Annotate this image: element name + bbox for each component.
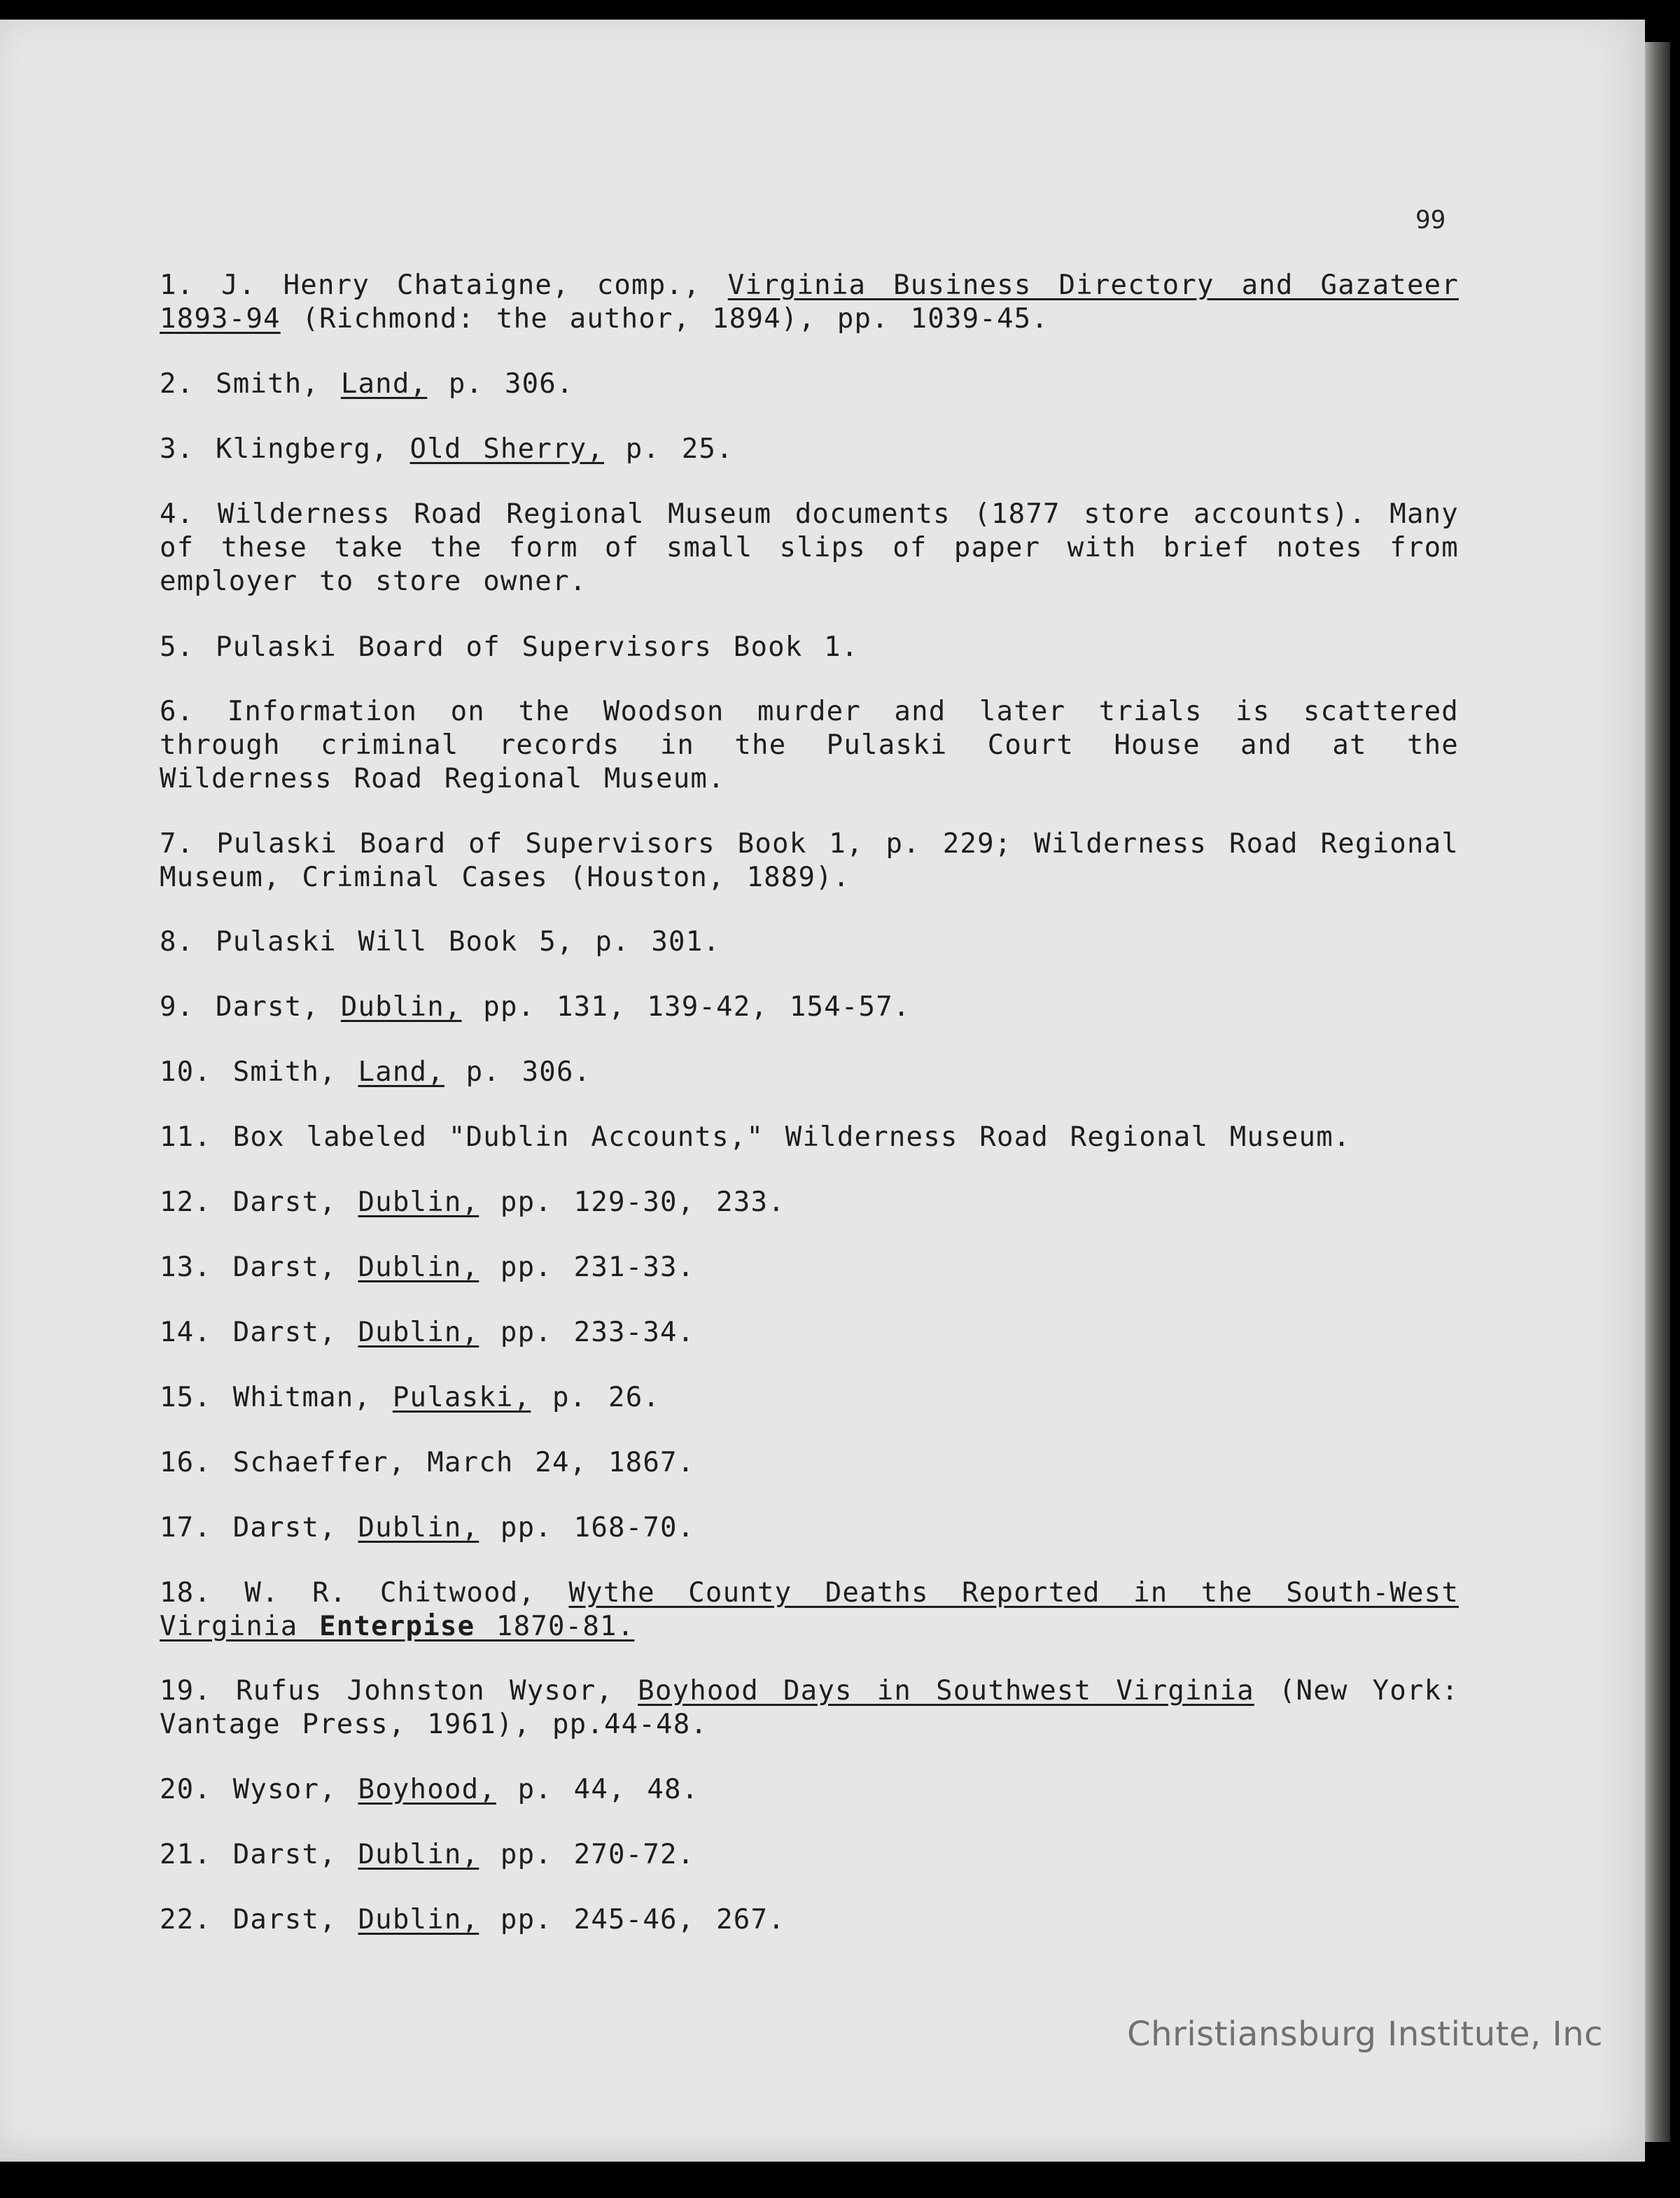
title-underlined: Dublin, (358, 1839, 479, 1870)
endnote-13: 13. Darst, Dublin, pp. 231-33. (160, 1252, 695, 1283)
title-underlined: 1870-81. (475, 1611, 635, 1642)
endnote-21: 21. Darst, Dublin, pp. 270-72. (160, 1839, 695, 1870)
title-underlined: Old Sherry, (410, 433, 605, 465)
title-underlined: Land, (340, 368, 428, 400)
endnote-9: 9. Darst, Dublin, pp. 131, 139-42, 154-57. (160, 991, 911, 1023)
endnote-11: 11. Box labeled "Dublin Accounts," Wilderness Road Regional Museum. (160, 1121, 1351, 1153)
endnote-18: 18. W. R. Chitwood, Wythe County Deaths Reported in the South-West Virginia Enterpise 1870-81. (160, 1577, 1459, 1642)
endnote-20: 20. Wysor, Boyhood, p. 44, 48. (160, 1774, 699, 1805)
endnote-16: 16. Schaeffer, March 24, 1867. (160, 1447, 695, 1478)
title-underlined: Land, (358, 1056, 444, 1088)
title-underlined: Dublin, (358, 1186, 479, 1218)
title-underlined: Dublin, (358, 1252, 479, 1283)
title-underlined: Dublin, (358, 1512, 479, 1544)
endnote-15: 15. Whitman, Pulaski, p. 26. (160, 1382, 661, 1413)
endnote-14: 14. Darst, Dublin, pp. 233-34. (160, 1317, 695, 1348)
endnote-2: 2. Smith, Land, p. 306. (160, 368, 574, 400)
title-underlined-bold: Enterpise (319, 1611, 475, 1642)
endnote-12: 12. Darst, Dublin, pp. 129-30, 233. (160, 1186, 785, 1218)
endnote-4: 4. Wilderness Road Regional Museum documents (1877 store accounts). Many of these take the form of small slips of paper with brief notes from employer to store owner. (160, 498, 1459, 597)
title-underlined: Pulaski, (392, 1382, 531, 1413)
endnote-10: 10. Smith, Land, p. 306. (160, 1056, 592, 1088)
endnote-7: 7. Pulaski Board of Supervisors Book 1, p. 229; Wilderness Road Regional Museum, Criminal Cases (Houston, 1889). (160, 828, 1459, 893)
title-underlined: Dublin, (358, 1317, 479, 1348)
page-number: 99 (1415, 206, 1446, 234)
title-underlined: Wythe County Deaths Reported in the South-West Virginia (160, 1577, 1459, 1642)
title-underlined: Virginia Business Directory and Gazateer 1893-94 (160, 270, 1459, 335)
title-underlined: Boyhood Days in Southwest Virginia (638, 1675, 1254, 1707)
page-edge (1645, 42, 1670, 2142)
endnotes-list (160, 269, 1459, 1937)
endnote-5: 5. Pulaski Board of Supervisors Book 1. (160, 631, 859, 663)
endnote-6: 6. Information on the Woodson murder and later trials is scattered through criminal records in the Pulaski Court House and at the Wilderness Road Regional Museum. (160, 696, 1459, 794)
endnote-8: 8. Pulaski Will Book 5, p. 301. (160, 926, 721, 958)
endnote-1: 1. J. Henry Chataigne, comp., Virginia Business Directory and Gazateer 1893-94 (Richmond: the author, 1894), pp. 1039-45. (160, 270, 1459, 335)
title-underlined: Boyhood, (358, 1774, 496, 1805)
endnote-17: 17. Darst, Dublin, pp. 168-70. (160, 1512, 695, 1544)
endnote-19: 19. Rufus Johnston Wysor, Boyhood Days in Southwest Virginia (New York: Vantage Press, 1961), pp.44-48. (160, 1675, 1460, 1740)
watermark: Christiansburg Institute, Inc (1127, 2015, 1603, 2054)
title-underlined: Dublin, (340, 991, 462, 1023)
title-underlined: Dublin, (358, 1904, 479, 1935)
endnote-3: 3. Klingberg, Old Sherry, p. 25. (160, 433, 734, 465)
endnote-22: 22. Darst, Dublin, pp. 245-46, 267. (160, 1904, 785, 1935)
